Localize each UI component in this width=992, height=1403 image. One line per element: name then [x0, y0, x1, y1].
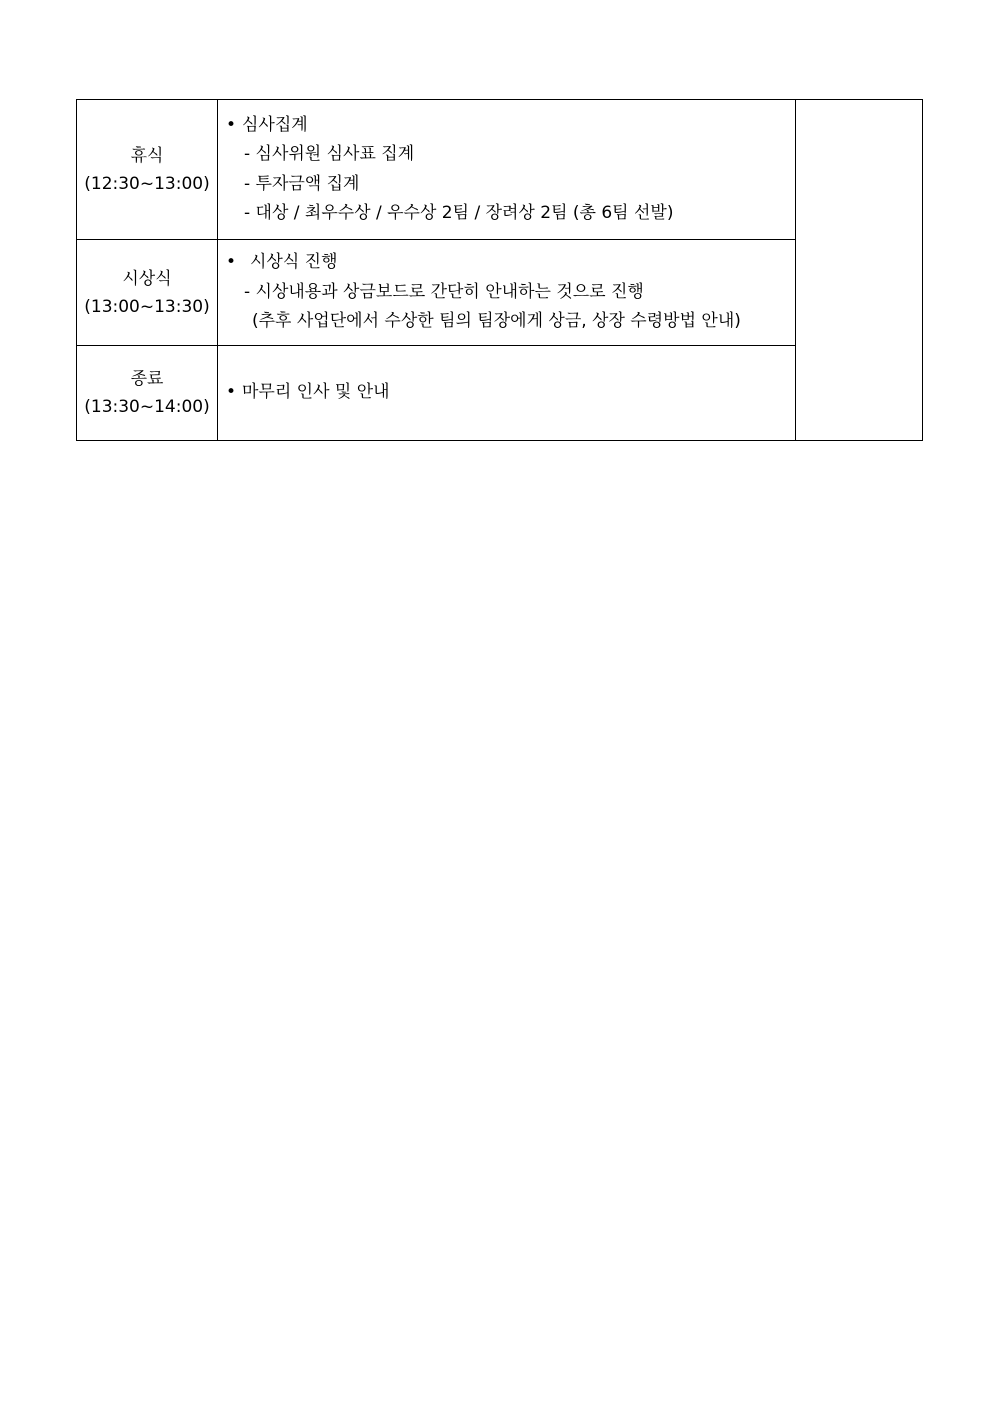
- time-cell: [77, 100, 218, 240]
- time-cell: [77, 240, 218, 346]
- bullet-heading: 심사집계: [242, 114, 308, 135]
- bullet-line: [226, 111, 789, 141]
- time-cell: [77, 346, 218, 441]
- content-cell: [218, 100, 796, 240]
- session-time: (13:30~14:00): [84, 397, 210, 417]
- content-cell: [218, 240, 796, 346]
- bullet-icon: •: [226, 382, 237, 403]
- sub-item: - 심사위원 심사표 집계: [244, 144, 415, 164]
- bullet-heading: 시상식 진행: [250, 252, 338, 273]
- session-title: 시상식: [122, 268, 172, 289]
- note-cell: [796, 100, 923, 441]
- session-title: 종료: [130, 369, 164, 389]
- bullet-heading: 마무리 인사 및 안내: [242, 382, 390, 403]
- bullet-icon: •: [226, 252, 237, 273]
- bullet-line: [226, 248, 789, 278]
- content-cell: [218, 346, 796, 441]
- session-title: 휴식: [130, 145, 164, 166]
- session-time: (13:00~13:30): [84, 296, 210, 317]
- bullet-line: [226, 378, 789, 408]
- schedule-table: [76, 99, 923, 441]
- sub-item-note: (추후 사업단에서 수상한 팀의 팀장에게 상금, 상장 수령방법 안내): [252, 311, 741, 332]
- table-row: [77, 100, 923, 240]
- session-time: (12:30~13:00): [84, 173, 210, 194]
- sub-item: - 투자금액 집계: [244, 173, 360, 194]
- sub-item: - 시상내용과 상금보드로 간단히 안내하는 것으로 진행: [244, 281, 644, 302]
- bullet-icon: •: [226, 114, 237, 135]
- sub-item: - 대상 / 최우수상 / 우수상 2팀 / 장려상 2팀 (총 6팀 선발): [244, 203, 674, 223]
